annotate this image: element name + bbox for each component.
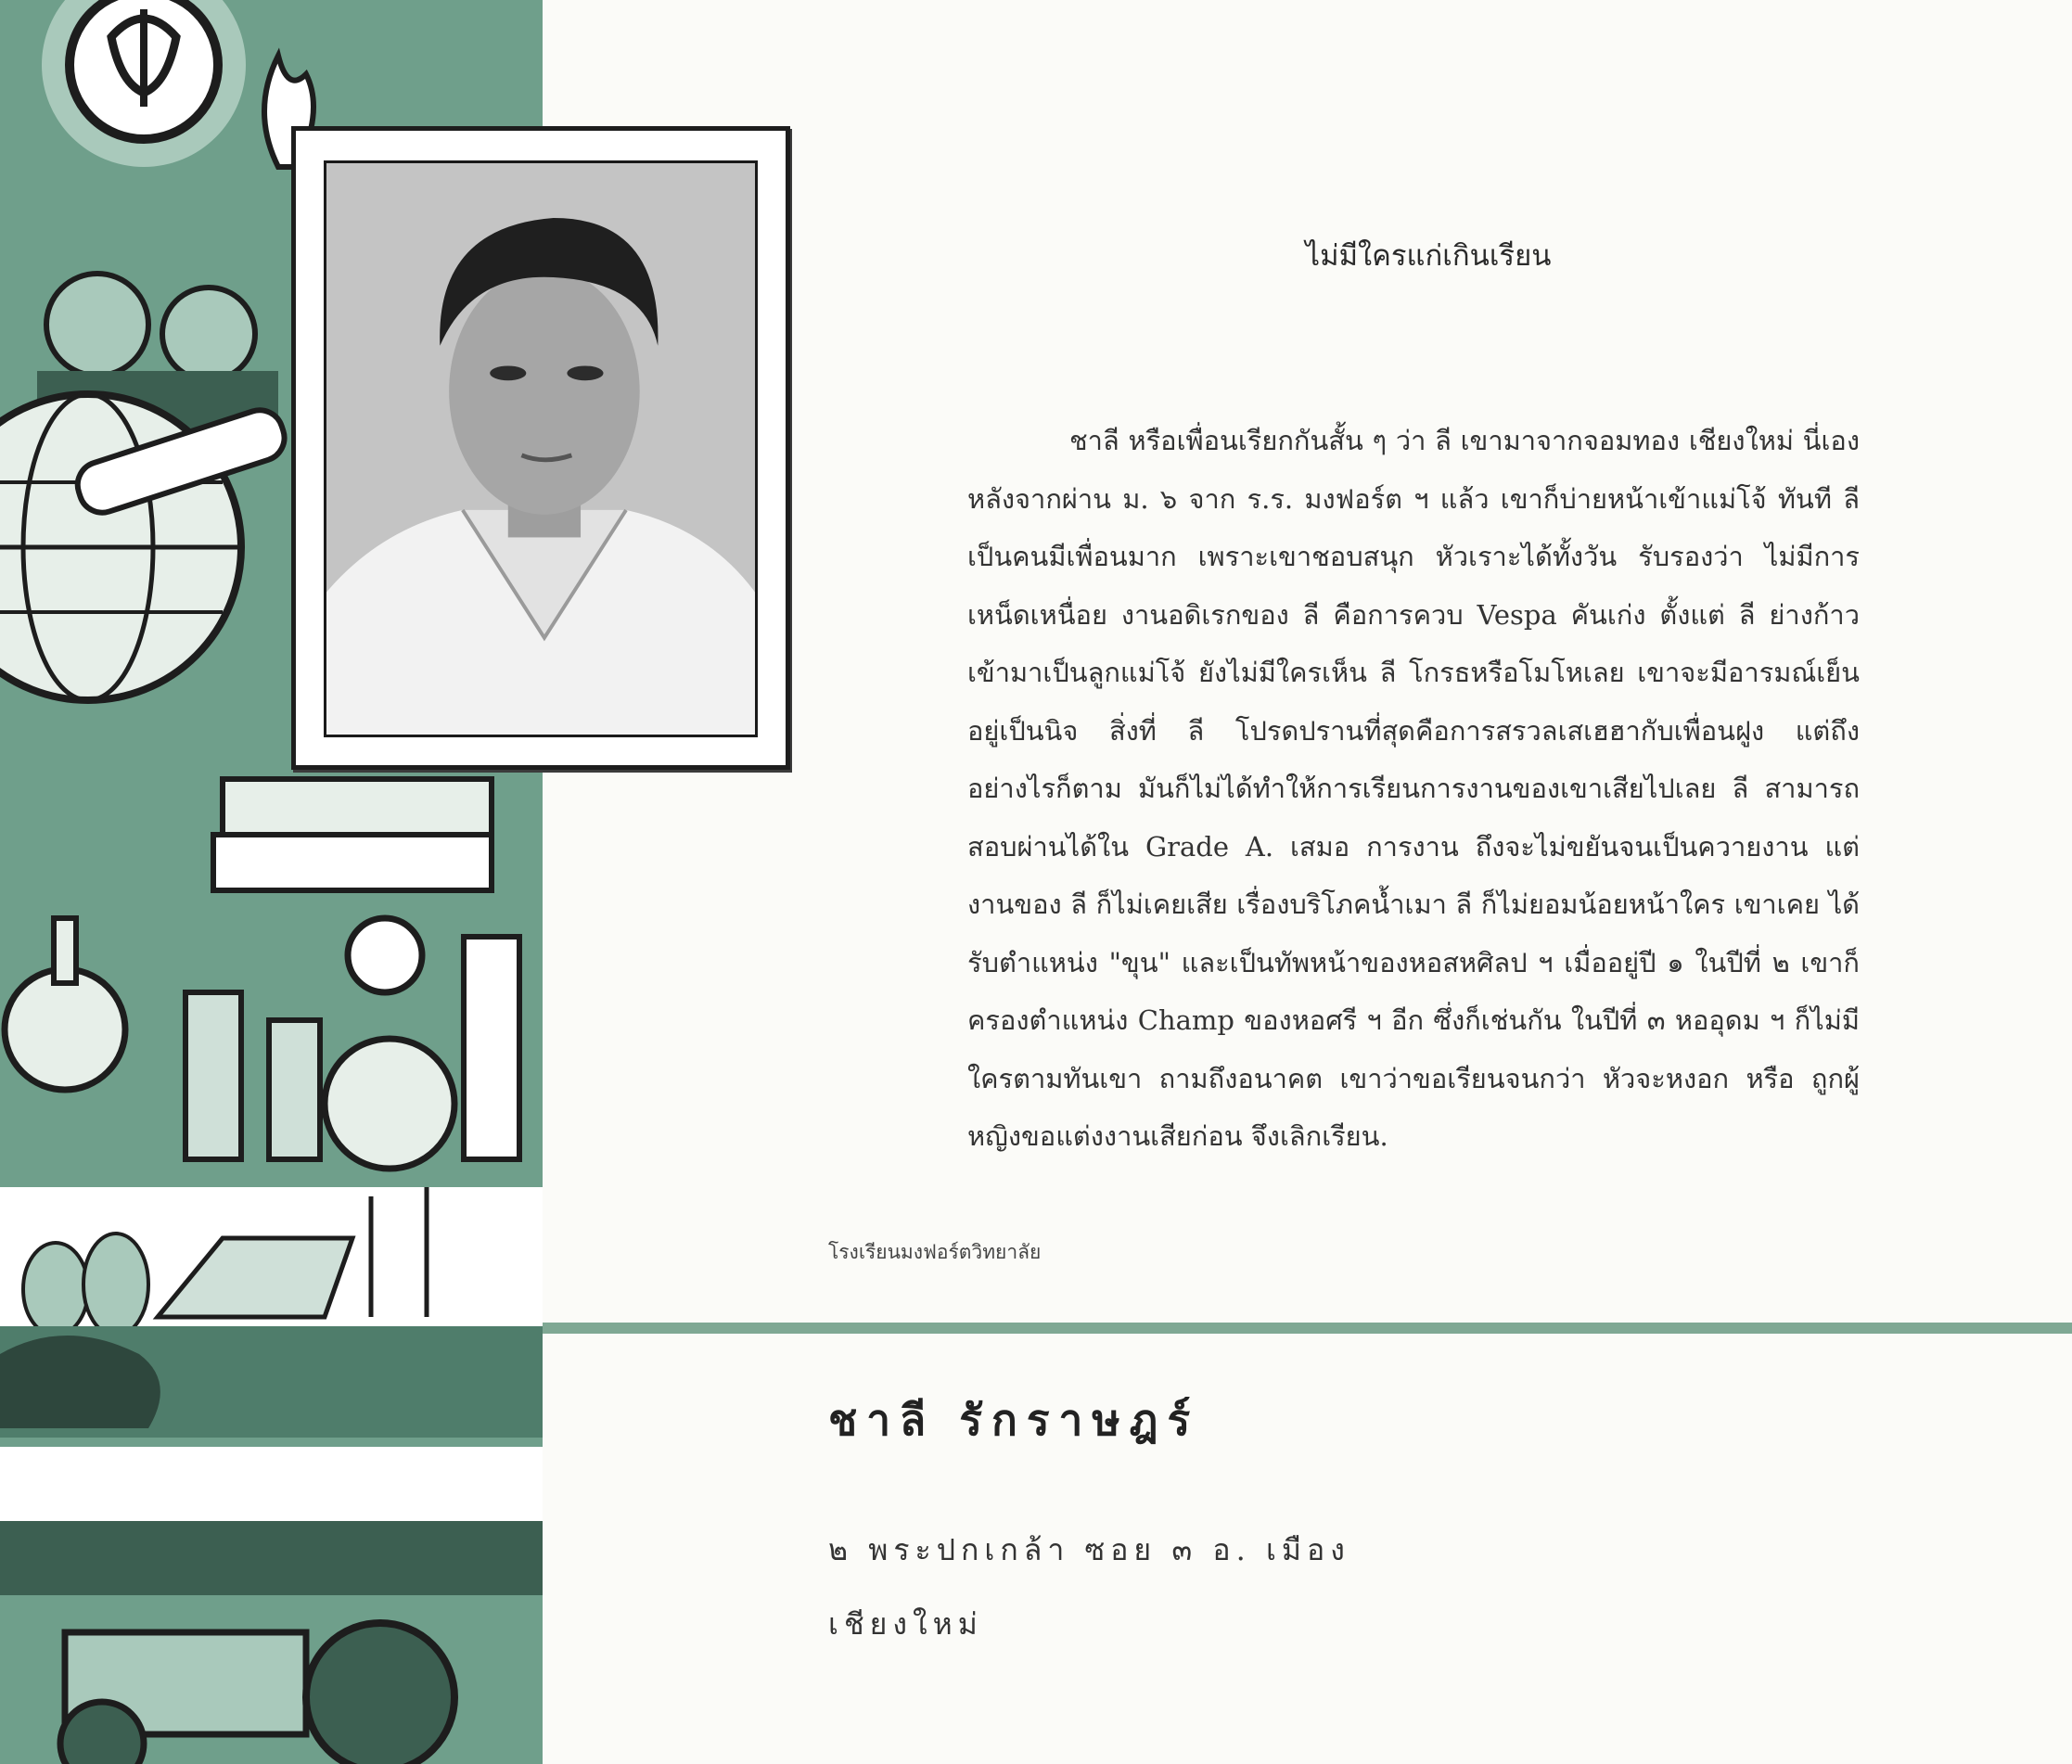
address-line-1: ๒ พระปกเกล้า ซอย ๓ อ. เมือง bbox=[828, 1532, 1350, 1567]
portrait-photo bbox=[324, 160, 758, 737]
body-paragraph: ชาลี หรือเพื่อนเรียกกันสั้น ๆ ว่า ลี เขามาจากจอมทอง เชียงใหม่ นี่เอง หลังจากผ่าน ม. ๖ จาก ร.ร. มงฟอร์ต ฯ แล้ว เขาก็บ่ายหน้าเข้าแม่โจ้ ทันที ลีเป็นคนมีเพื่อนมาก เพราะเขาชอบสนุก หัวเราะได้ทั้งวัน รับรองว่า ไม่มีการเหน็ดเหนื่อย งานอดิเรกของ ลี คือการควบ Vespa คันเก่ง ตั้งแต่ ลี ย่างก้าว เข้ามาเป็นลูกแม่โจ้ ยังไม่มีใครเห็น ลี โกรธหรือโมโหเลย เขาจะมีอารมณ์เย็น อยู่เป็นนิจ สิ่งที่ ลี โปรดปรานที่สุดคือการสรวลเสเฮฮากับเพื่อนฝูง แต่ถึง อย่างไรก็ตาม มันก็ไม่ได้ทำให้การเรียนการงานของเขาเสียไปเลย ลี สามารถ สอบผ่านได้ใน Grade A. เสมอ การงาน ถึงจะไม่ขยันจนเป็นควายงาน แต่ งานของ ลี ก็ไม่เคยเสีย เรื่องบริโภคน้ำเมา ลี ก็ไม่ยอมน้อยหน้าใคร เขาเคย ได้รับตำแหน่ง "ขุน" และเป็นทัพหน้าของหอสหศิลป ฯ เมื่ออยู่ปี ๑ ในปีที่ ๒ เขาก็ครองตำแหน่ง Champ ของหอศรี ฯ อีก ซึ่งก็เช่นกัน ในปีที่ ๓ หออุดม ฯ ก็ไม่มีใครตามทันเขา ถามถึงอนาคต เขาว่าขอเรียนจนกว่า หัวจะหงอก หรือ ถูกผู้หญิงขอแต่งงานเสียก่อน จึงเลิกเรียน. bbox=[967, 425, 1860, 1152]
article-title: ไม่มีใครแก่เกินเรียน bbox=[1305, 239, 1552, 273]
portrait-image bbox=[326, 163, 755, 735]
student-name: ชาลี รักราษฎร์ bbox=[828, 1395, 1200, 1445]
article-body bbox=[967, 412, 1860, 1166]
address-line-2: เชียงใหม่ bbox=[828, 1606, 983, 1642]
divider-rule bbox=[543, 1323, 2072, 1334]
school-name: โรงเรียนมงฟอร์ตวิทยาลัย bbox=[828, 1241, 1042, 1263]
portrait-frame bbox=[291, 126, 790, 770]
